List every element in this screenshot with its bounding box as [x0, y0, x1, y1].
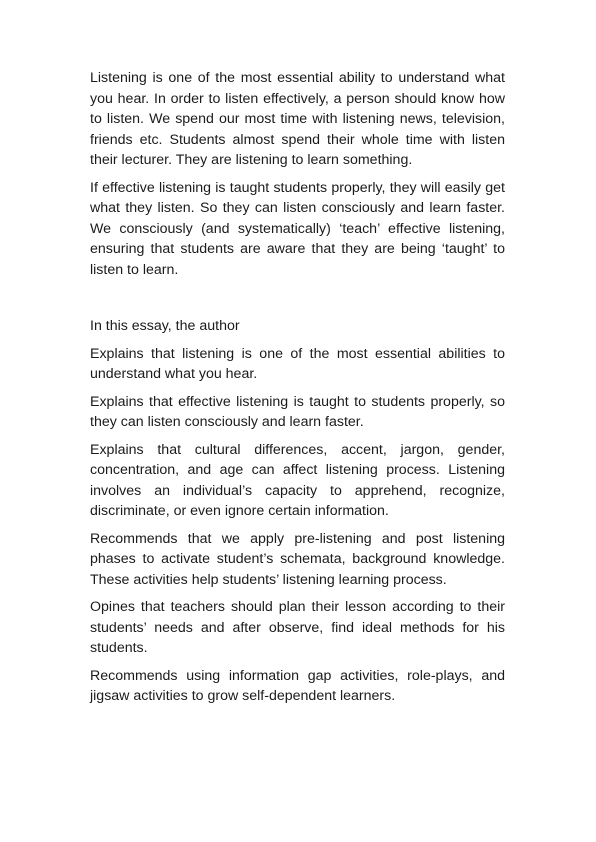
summary-point-1: Explains that listening is one of the most essential abilities to understand what you hear. [90, 345, 505, 382]
intro-paragraph-1: Listening is one of the most essential ability to understand what you hear. In order to listen effectively, a person should know how to listen. We spend our most time with listening news, television, friends etc. Students almost spend their whole time with listen their lecturer. They are listening to learn something. [90, 70, 505, 168]
summary-point-4: Recommends that we apply pre-listening and post listening phases to activate student’s schemata, background knowledge. These activities help students’ listening learning process. [90, 530, 505, 588]
summary-point-5: Opines that teachers should plan their lesson according to their students’ needs and after observe, find ideal methods for his students. [90, 599, 505, 656]
summary-point-2: Explains that effective listening is taught to students properly, so they can listen consciously and learn faster. [90, 393, 505, 430]
summary-point-3: Explains that cultural differences, accent, jargon, gender, concentration, and age can affect listening process. Listening involves an individual’s capacity to apprehend, recognize, discriminate, or even ignore certain information. [90, 441, 505, 519]
summary-heading: In this essay, the author [90, 318, 240, 334]
document-body [90, 68, 505, 714]
intro-paragraph-2: If effective listening is taught students properly, they will easily get what they listen. So they can listen consciously and learn faster. We consciously (and systematically) ‘teach’ effective listening, ensuring that students are aware that they are being ‘taught’ to listen to learn. [90, 179, 505, 278]
summary-point-6: Recommends using information gap activities, role-plays, and jigsaw activities to grow self-dependent learners. [90, 667, 505, 704]
